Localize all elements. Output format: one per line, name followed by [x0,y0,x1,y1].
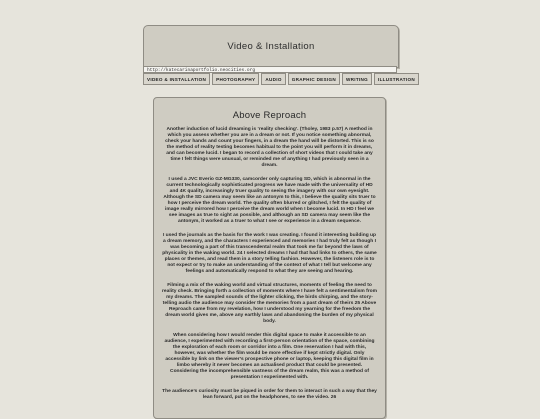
nav-tab-audio[interactable]: AUDIO [261,73,285,85]
article-title: Above Reproach [232,110,307,121]
site-url[interactable]: http://katecarinaportfolio.neocities.org [143,66,397,73]
nav-tab-graphic-design[interactable]: GRAPHIC DESIGN [288,73,340,85]
nav-bar [143,73,415,85]
nav-tab-photography[interactable]: PHOTOGRAPHY [212,73,259,85]
page-title: Video & Installation [227,41,315,52]
article-panel [153,97,386,419]
site-header [143,25,399,68]
article-paragraph: When considering how I would render this digital space to make it accessible to an audience, I experimented with recording a first-person orientation of the space, combining the exploration of each room or corridor into a film. One reservation I had with this, however, was whether the film would be more effective if kept strictly digital. Only accessible by link on the viewer’s prospective phone or laptop, keeping this digital film in limbo whereby it never becomes an actualised product that could be presented. Considering the incomprehensible vastness of the dream realm, this was a method of presentation I experimented with. [164,333,375,380]
nav-tab-writing[interactable]: WRITING [342,73,372,85]
article-paragraph: I used the journals as the basis for the work I was creating. I found it interesting building up a dream memory, and the characters I experienced and memories I had truly felt as though I was becoming a part of this transcendental realm that took me far beyond the laws of physicality in the waking world. 24 I selected dreams I had that had links to others, the same places or themes, and read them in a story telling fashion. However, the listeners role is to not expect or try to make an understanding of the context of what I tell but welcome any feelings and automatically respond to what they are seeing and hearing. [162,233,377,274]
nav-tab-video-installation[interactable]: VIDEO & INSTALLATION [143,73,210,85]
article-paragraph: The audience’s curiosity must be piqued in order for them to interact in such a way that they lean forward, put on the headphones, to see the video. 26 [162,389,377,400]
article-paragraph: I used a JVC Everio GZ-MG330, camcorder only capturing SD, which is abnormal in the current technologically sophisticated progress we have made with the universality of HD and 4K quality, increasingly truer quality to seeing the imagery with our own eyesight. Although the SD camera may seem like an antonym to this, I believe the quality sits truer to how I perceive the dream world. The quality often blurred or glitched, I felt the quality of image really mirrored how I perceive the dream world when I become lucid. In HD I feel we see images as true to sight as possible, and although an SD camera may seem like the antonym, it worked as a truer to what I see or experience in a dream sequence. [163,177,376,224]
nav-tab-illustration[interactable]: ILLUSTRATION [374,73,419,85]
article-paragraph: Another induction of lucid dreaming is ‘reality checking’. (Tholey, 1983 p.57) A method in which you assess whether you are in a dream or not. If you notice something abnormal, check your hands and count your fingers, in a dream the hand will be distorted. This is so the method of reality testing becomes habitual to the point you will perform it in dreams, and can become lucid. I began to record a collection of short videos that I could take any time I felt things were unusual, or reminded me of anything I had previously seen in a dream. [165,127,374,168]
article-paragraph: Filming a mix of the waking world and virtual structures, moments of feeling the need to reality check. Bringing forth a collection of moments where I have felt a sentimentalism from my dreams. The sampled sounds of the lighter clicking, the birds chirping, and the story-telling audio the audience may consider the memories from a past dream of theirs 25 Above Reproach came from my revelation, how I understood my yearning for the freedom the dream world gives me, above any earthly laws and abandoning the burden of my physical body. [162,283,377,324]
